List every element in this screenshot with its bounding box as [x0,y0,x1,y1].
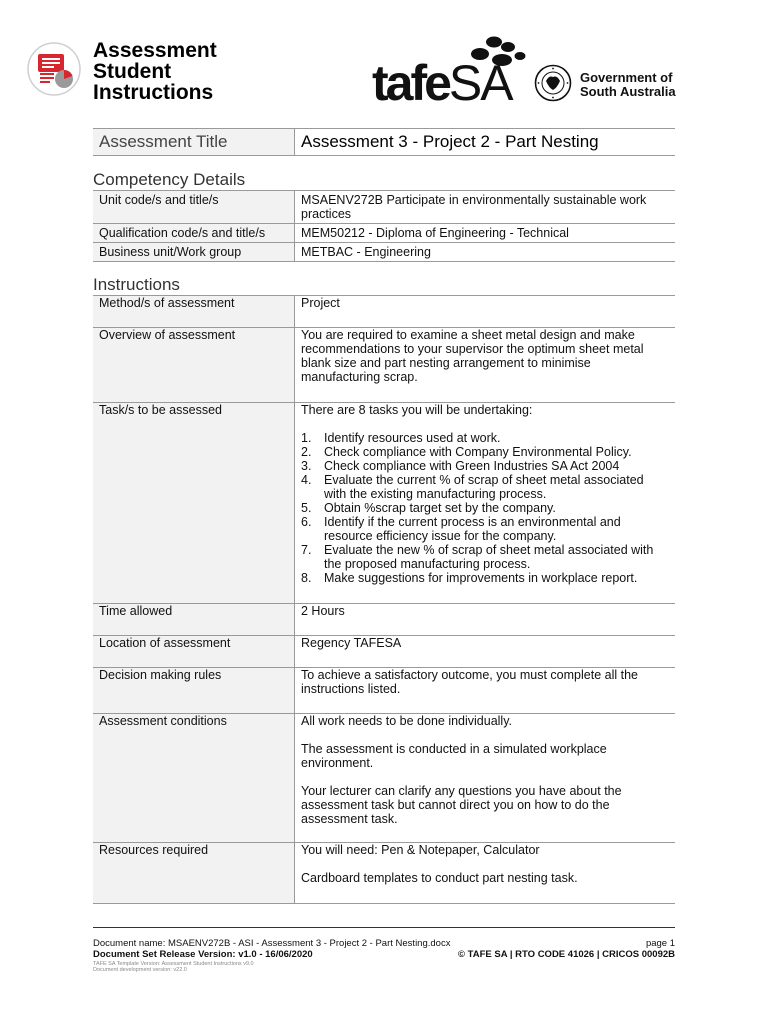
task-list [301,431,669,585]
conditions-value [295,714,676,843]
task-text: Obtain %scrap target set by the company. [324,501,556,515]
footer-page-number: page 1 [645,938,675,949]
instructions-heading: Instructions [93,275,180,294]
time-value: 2 Hours [295,604,676,636]
footer-divider [93,927,675,928]
list-item [301,431,669,445]
row-label: Qualification code/s and title/s [93,224,295,243]
conditions-p1: All work needs to be done individually. [301,714,513,728]
list-item [301,571,669,585]
table-row [93,191,675,224]
table-row [93,243,675,262]
heading-line-1: Assessment [93,39,217,62]
overview-label: Overview of assessment [93,328,295,403]
table-row [93,604,675,636]
table-row [93,296,675,328]
task-text: Check compliance with Green Industries SA Act 2004 [324,459,620,473]
logo-word-sa: SA [448,55,512,111]
task-number: 3. [301,459,312,473]
gov-line-2: South Australia [580,84,676,99]
government-seal-icon [534,64,572,102]
tasks-value [295,403,676,604]
assessment-title-value: Assessment 3 - Project 2 - Part Nesting [295,129,676,156]
decision-label: Decision making rules [93,668,295,714]
list-item [301,543,669,571]
row-value: METBAC - Engineering [295,243,676,262]
resources-value [295,843,676,904]
assessment-title-table [93,128,675,156]
heading-line-3: Instructions [93,81,214,104]
table-row [93,403,675,604]
location-value: Regency TAFESA [295,636,676,668]
list-item [301,515,669,543]
resources-p2: Cardboard templates to conduct part nesting task. [301,871,578,885]
row-value: MSAENV272B Participate in environmentally sustainable work practices [295,191,676,224]
task-number: 2. [301,445,312,459]
method-label: Method/s of assessment [93,296,295,328]
row-label: Business unit/Work group [93,243,295,262]
list-item [301,501,669,515]
conditions-label: Assessment conditions [93,714,295,843]
table-row [93,328,675,403]
task-text: Make suggestions for improvements in workplace report. [324,571,638,585]
footer-document-name: Document name: MSAENV272B - ASI - Assessment 3 - Project 2 - Part Nesting.docx [93,938,451,949]
conditions-p3: Your lecturer can clarify any questions you have about the assessment task but cannot direct you on how to do the assessment task. [301,784,622,826]
task-text: Identify if the current process is an environmental and resource efficiency issue for the company. [324,515,621,543]
task-number: 5. [301,501,312,515]
gov-line-1: Government of [580,70,673,85]
method-value: Project [295,296,676,328]
tasks-label: Task/s to be assessed [93,403,295,604]
table-row [93,636,675,668]
task-text: Evaluate the current % of scrap of sheet metal associated with the existing manufacturing process. [324,473,644,501]
location-label: Location of assessment [93,636,295,668]
competency-heading: Competency Details [93,170,246,189]
task-text: Identify resources used at work. [324,431,501,445]
table-row [93,714,675,843]
row-label: Unit code/s and title/s [93,191,295,224]
assessment-title-label: Assessment Title [93,129,295,156]
resources-p1: You will need: Pen & Notepaper, Calculator [301,843,540,857]
task-number: 4. [301,473,312,487]
resources-label: Resources required [93,843,295,904]
task-text: Check compliance with Company Environmental Policy. [324,445,632,459]
competency-table [93,190,675,262]
logo-word-tafe: tafe [372,55,449,111]
row-value: MEM50212 - Diploma of Engineering - Technical [295,224,676,243]
table-row [93,668,675,714]
footer-rto-code: © TAFE SA | RTO CODE 41026 | CRICOS 00092B [458,949,675,960]
instructions-table [93,295,675,904]
table-row [93,843,675,904]
page-footer [93,938,675,973]
conditions-p2: The assessment is conducted in a simulated workplace environment. [301,742,607,770]
government-wordmark [580,71,676,99]
tasks-intro: There are 8 tasks you will be undertaking: [301,403,533,417]
footer-template-version: TAFE SA Template Version: Assessment Student Instructions v9.0 [93,961,254,967]
presentation-chart-icon [26,42,84,96]
tafesa-logo [372,36,524,111]
footer-dev-version: Document development version: v22.0 [93,967,187,973]
decision-value: To achieve a satisfactory outcome, you must complete all the instructions listed. [295,668,676,714]
footer-release-version: Document Set Release Version: v1.0 - 16/06/2020 [93,949,313,960]
list-item [301,473,669,501]
document-heading [93,40,217,103]
time-label: Time allowed [93,604,295,636]
task-number: 1. [301,431,312,445]
overview-value: You are required to examine a sheet metal design and make recommendations to your supervisor the optimum sheet metal blank size and part nesting arrangement to minimise manufacturing scrap. [295,328,676,403]
heading-line-2: Student [93,60,172,83]
task-number: 7. [301,543,312,557]
table-row [93,224,675,243]
table-row [93,129,675,156]
list-item [301,445,669,459]
task-text: Evaluate the new % of scrap of sheet metal associated with the proposed manufacturing process. [324,543,654,571]
task-number: 8. [301,571,312,585]
task-number: 6. [301,515,312,529]
list-item [301,459,669,473]
